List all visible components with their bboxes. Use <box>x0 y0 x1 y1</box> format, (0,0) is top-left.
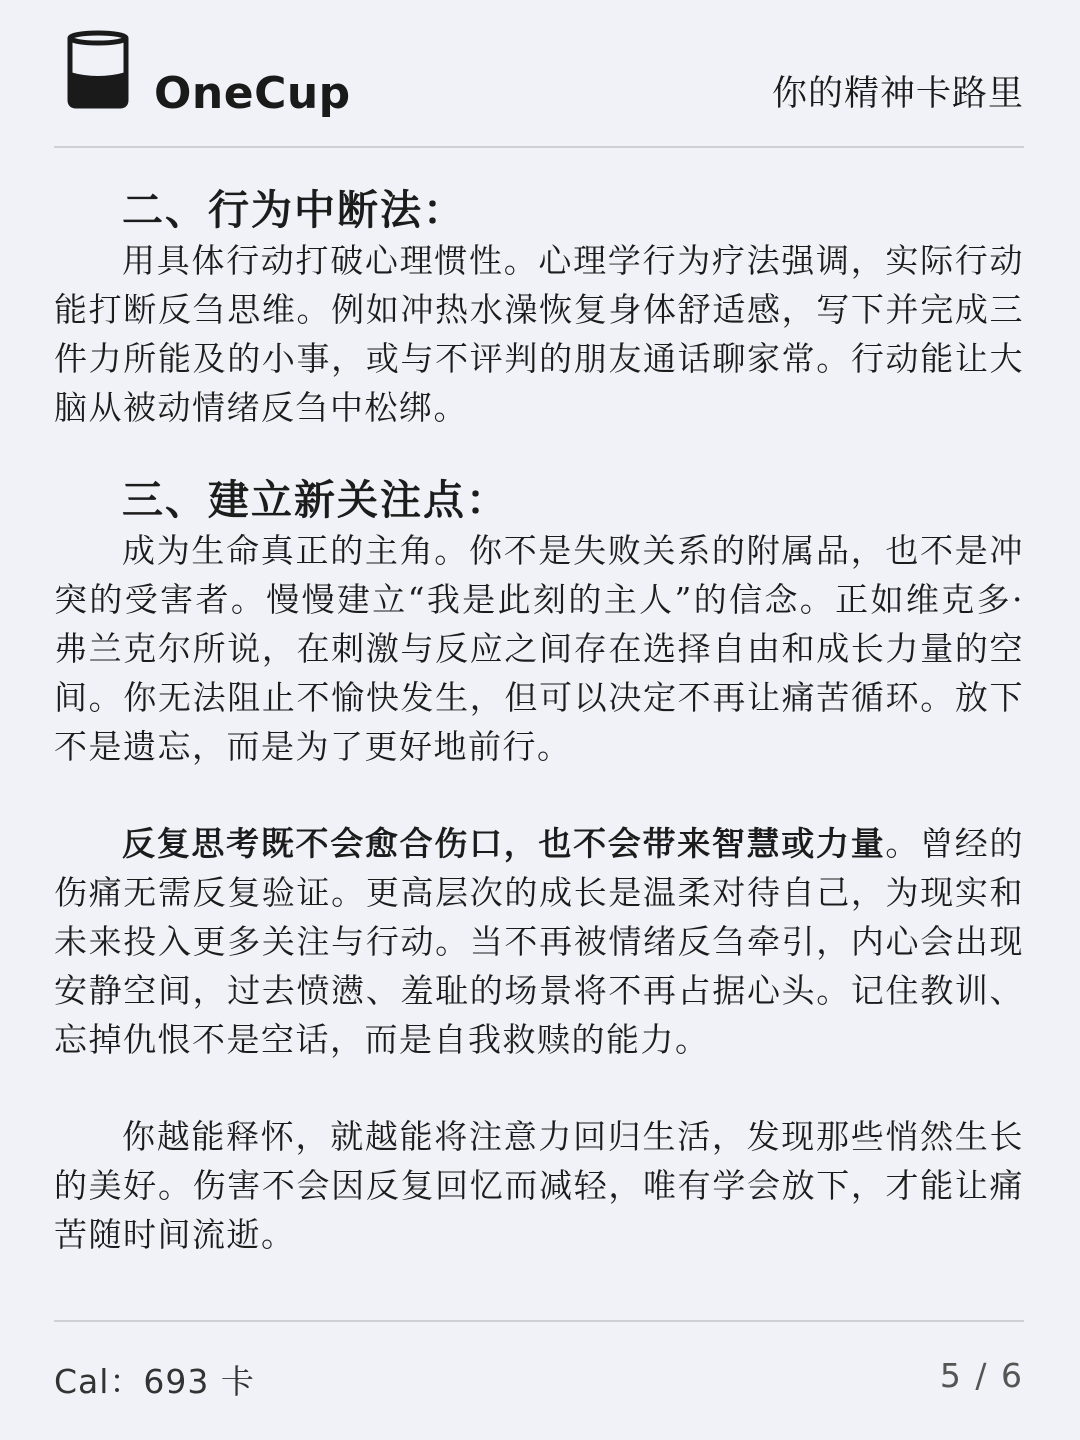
page-indicator: 5 / 6 <box>939 1356 1024 1395</box>
brand-name: OneCup <box>154 68 351 119</box>
cup-icon <box>66 30 130 110</box>
bold-statement: 反复思考既不会愈合伤口，也不会带来智慧或力量 <box>122 824 886 863</box>
section-body: 用具体行动打破心理惯性。心理学行为疗法强调，实际行动能打断反刍思维。例如冲热水澡恢复身体舒适感，写下并完成三件力所能及的小事，或与不评判的朋友通话聊家常。行动能让大脑从被动情绪反刍中松绑。 <box>54 241 1024 427</box>
calorie-count: Cal：693 卡 <box>54 1362 255 1401</box>
paragraph <box>54 819 1024 1064</box>
tagline: 你的精神卡路里 <box>771 74 1024 114</box>
section-title: 二、行为中断法： <box>122 186 466 234</box>
section-body: 成为生命真正的主角。你不是失败关系的附属品，也不是冲突的受害者。慢慢建立“我是此刻的主人”的信念。正如维克多·弗兰克尔所说，在刺激与反应之间存在选择自由和成长力量的空间。你无法阻止不愉快发生，但可以决定不再让痛苦循环。放下不是遗忘，而是为了更好地前行。 <box>54 531 1024 766</box>
paragraph-text: 。曾经的伤痛无需反复验证。更高层次的成长是温柔对待自己，为现实和未来投入更多关注与行动。当不再被情绪反刍牵引，内心会出现安静空间，过去愤懑、羞耻的场景将不再占据心头。记住教训、忘掉仇恨不是空话，而是自我救赎的能力。 <box>54 824 1025 1059</box>
article-content <box>54 184 1024 1259</box>
header <box>54 0 1024 148</box>
footer <box>54 1320 1024 1432</box>
paragraph: 你越能释怀，就越能将注意力回归生活，发现那些悄然生长的美好。伤害不会因反复回忆而减轻，唯有学会放下，才能让痛苦随时间流逝。 <box>54 1117 1024 1254</box>
section-title: 三、建立新关注点： <box>122 476 509 524</box>
